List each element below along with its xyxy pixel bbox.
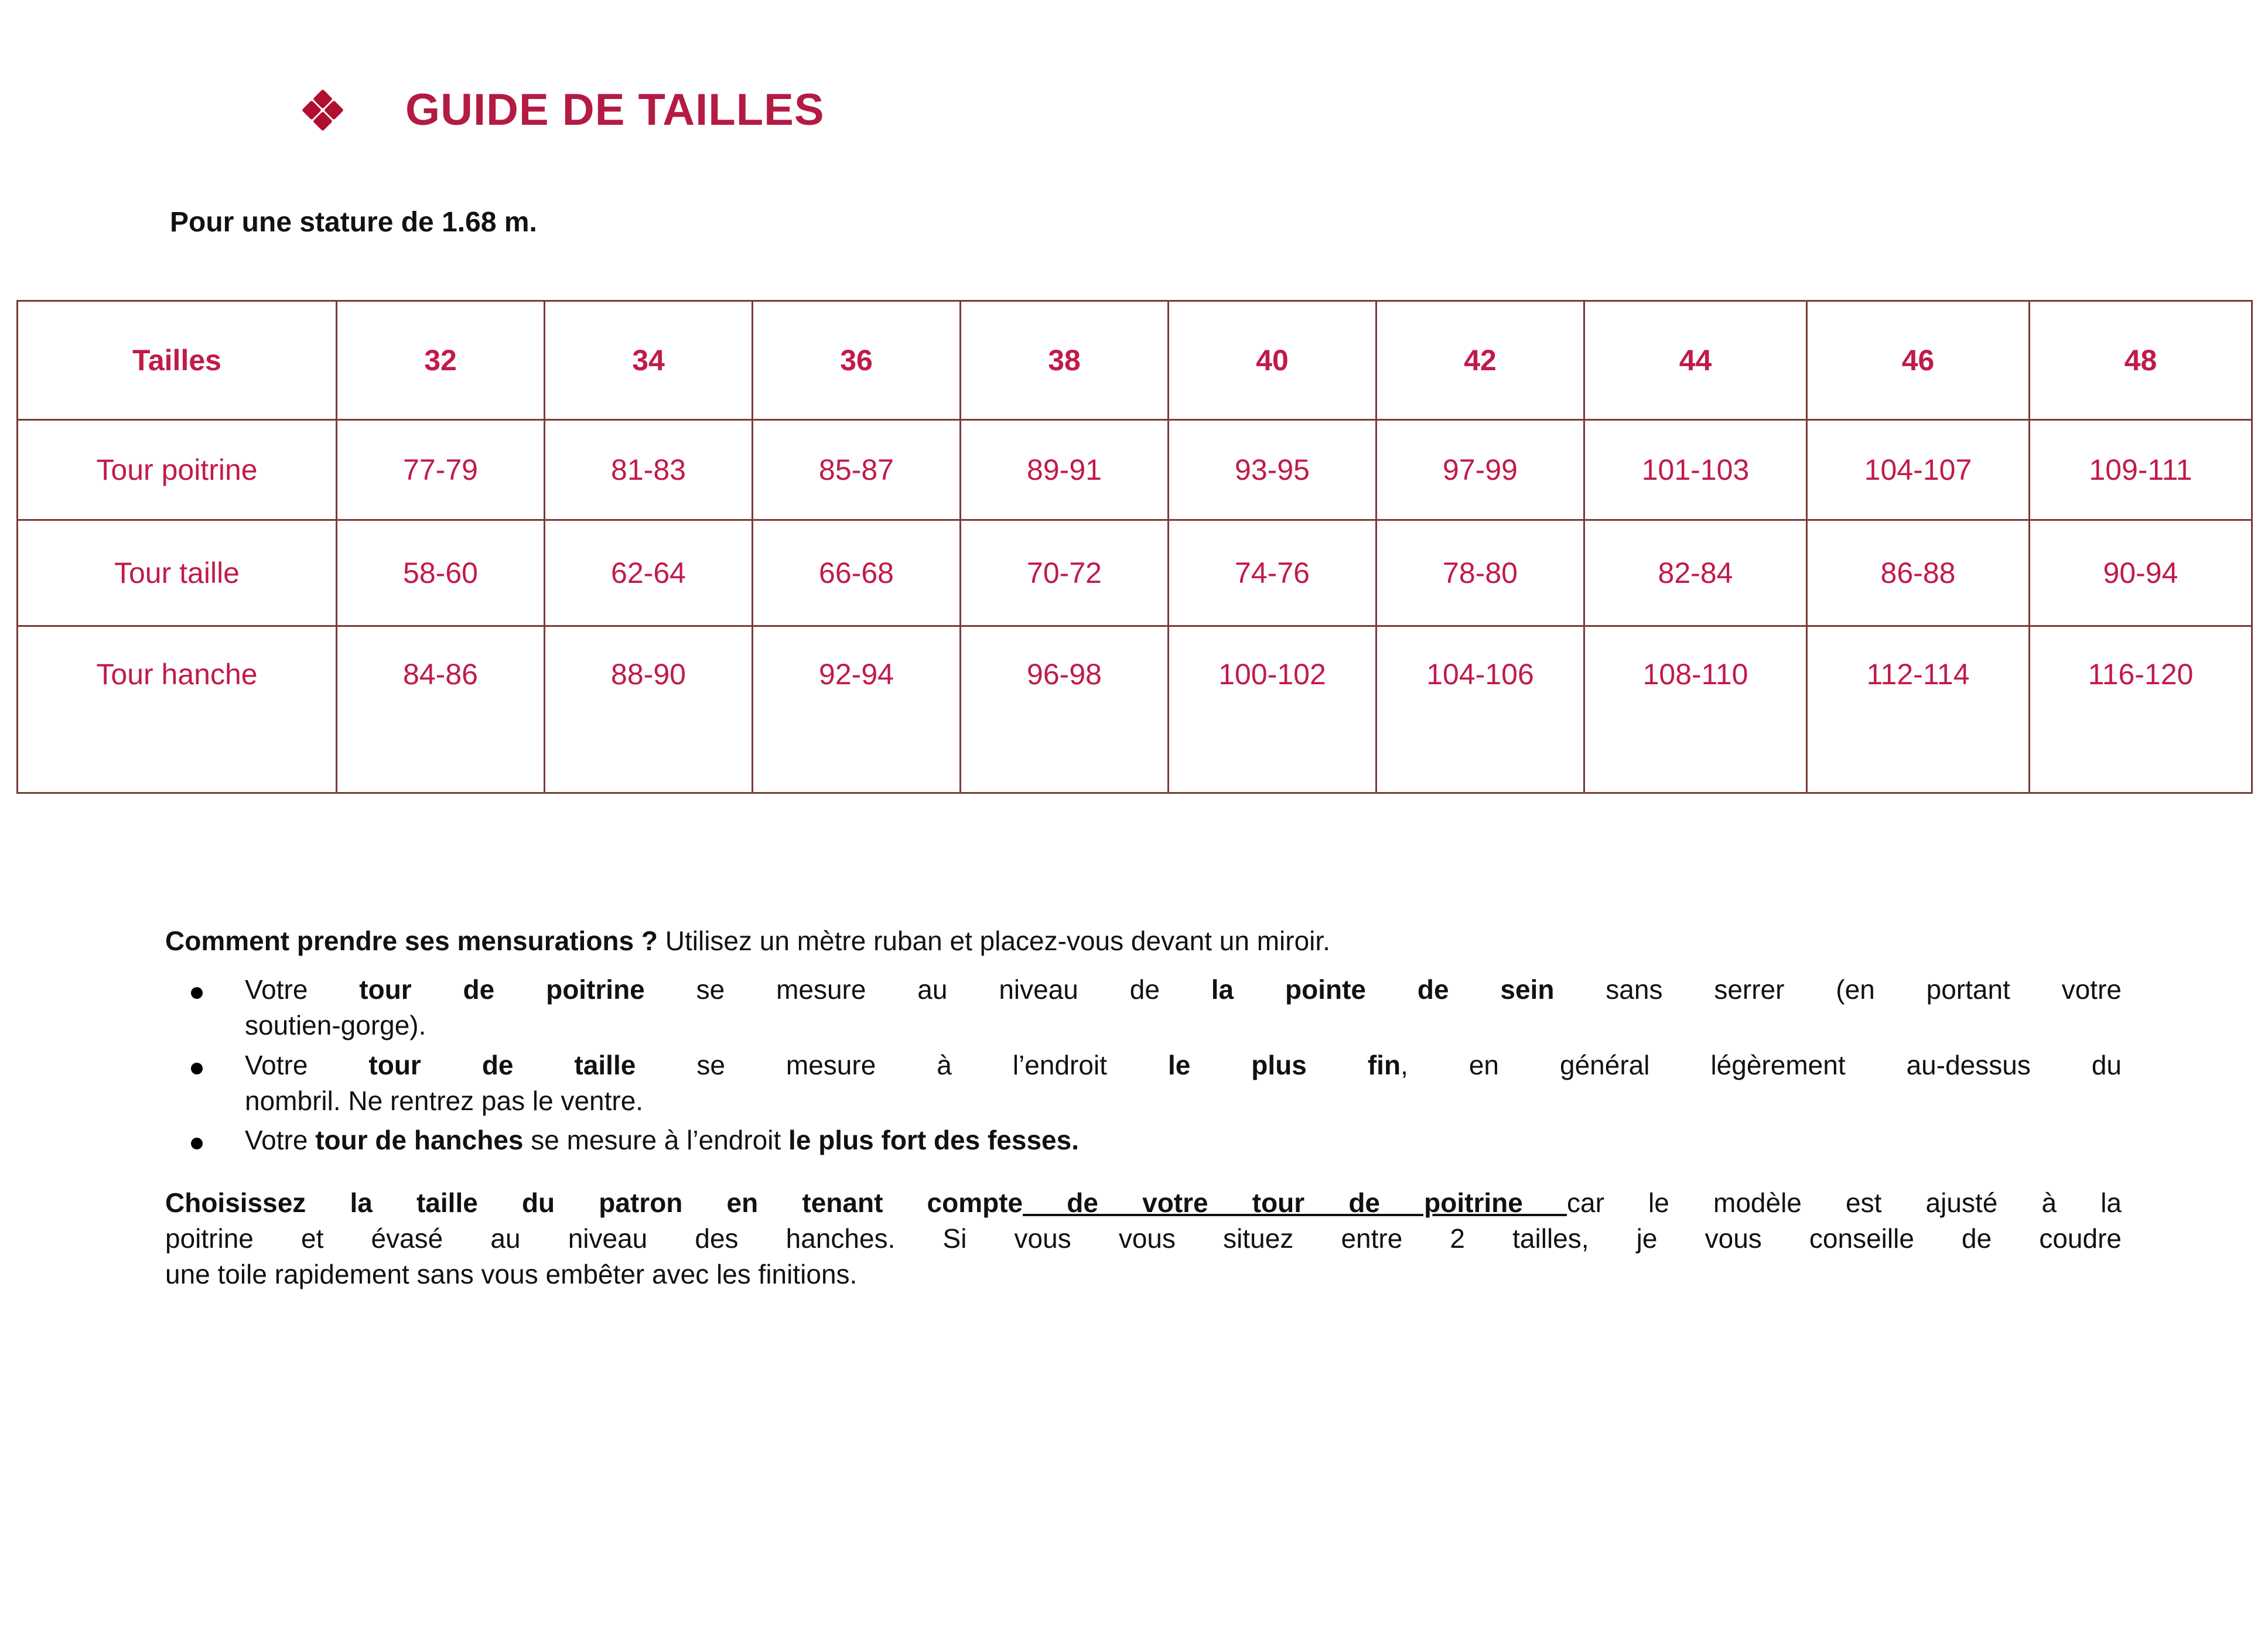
cell-taille-38: 70-72 <box>961 520 1169 626</box>
cell-taille-36: 66-68 <box>753 520 961 626</box>
closing-paragraph <box>165 1185 2122 1293</box>
bullet-2-seg-2: se mesure à l’endroit <box>636 1049 1168 1080</box>
bullet-2-line-1 <box>245 1047 2122 1083</box>
cell-poitrine-42: 97-99 <box>1376 420 1584 520</box>
bullet-dot-icon <box>191 1063 203 1074</box>
bullet-3-bold-2: le plus fort des fesses. <box>788 1124 1080 1155</box>
cell-poitrine-38: 89-91 <box>961 420 1169 520</box>
stature-subtitle: Pour une stature de 1.68 m. <box>170 207 537 238</box>
closing-line-3: une toile rapidement sans vous embêter avec les finitions. <box>165 1259 858 1290</box>
bullet-3-seg-1: Votre <box>245 1124 316 1155</box>
cell-taille-40: 74-76 <box>1169 520 1376 626</box>
bullet-1-bold-1: tour de poitrine <box>359 974 645 1005</box>
cell-taille-32: 58-60 <box>337 520 545 626</box>
table-row <box>18 420 2252 520</box>
closing-line-1-rest: car le modèle est ajusté à la <box>1567 1187 2122 1219</box>
table-header-size-40: 40 <box>1169 301 1376 420</box>
cell-hanche-38: 96-98 <box>961 626 1169 793</box>
bullet-3-line-1 <box>245 1122 2122 1158</box>
bullet-1-seg-2: se mesure au niveau de <box>644 974 1211 1005</box>
bullet-3-bold-1: tour de hanches <box>315 1124 524 1155</box>
table-header-size-38: 38 <box>961 301 1169 420</box>
cell-poitrine-48: 109-111 <box>2030 420 2252 520</box>
closing-line-2: poitrine et évasé au niveau des hanches. Si vous vous situez entre 2 tailles, je vous conseille de coudre <box>165 1223 2122 1254</box>
page-title-text: GUIDE DE TAILLES <box>405 85 825 135</box>
cell-hanche-34: 88-90 <box>545 626 753 793</box>
intro-paragraph <box>165 923 2122 959</box>
bullet-1-seg-1: Votre <box>245 974 360 1005</box>
bullet-3-seg-2: se mesure à l’endroit <box>523 1124 789 1155</box>
cell-hanche-44: 108-110 <box>1584 626 1807 793</box>
cell-taille-34: 62-64 <box>545 520 753 626</box>
cell-poitrine-34: 81-83 <box>545 420 753 520</box>
cell-hanche-42: 104-106 <box>1376 626 1584 793</box>
cell-poitrine-32: 77-79 <box>337 420 545 520</box>
table-header-size-46: 46 <box>1807 301 2030 420</box>
bullet-1-line-1 <box>245 972 2122 1008</box>
cell-taille-44: 82-84 <box>1584 520 1807 626</box>
list-item <box>165 972 2122 1043</box>
cell-hanche-46: 112-114 <box>1807 626 2030 793</box>
table-header-size-42: 42 <box>1376 301 1584 420</box>
bullet-1-line-2: soutien-gorge). <box>245 1010 426 1041</box>
table-header-row <box>18 301 2252 420</box>
bullet-2-bold-1: tour de taille <box>368 1049 636 1080</box>
cell-taille-46: 86-88 <box>1807 520 2030 626</box>
cell-hanche-36: 92-94 <box>753 626 961 793</box>
cell-hanche-48: 116-120 <box>2030 626 2252 793</box>
row-label-tour-taille: Tour taille <box>18 520 337 626</box>
cell-poitrine-36: 85-87 <box>753 420 961 520</box>
size-measurements-table <box>16 300 2253 794</box>
closing-line-1 <box>165 1185 2122 1221</box>
cell-taille-48: 90-94 <box>2030 520 2252 626</box>
cell-hanche-40: 100-102 <box>1169 626 1376 793</box>
bullet-1-seg-3: sans serrer (en portant votre <box>1554 974 2122 1005</box>
cell-poitrine-40: 93-95 <box>1169 420 1376 520</box>
list-item <box>165 1122 2122 1158</box>
closing-bold-lead: Choisissez la taille du patron en tenant compte <box>165 1187 1023 1219</box>
bullet-2-line-2: nombril. Ne rentrez pas le ventre. <box>245 1085 644 1116</box>
table-row <box>18 626 2252 793</box>
bullet-1-bold-2: la pointe de sein <box>1211 974 1555 1005</box>
page-title <box>305 85 825 135</box>
four-diamond-bullet-icon <box>305 92 341 128</box>
measurement-bullet-list <box>165 972 2122 1158</box>
table-header-size-44: 44 <box>1584 301 1807 420</box>
cell-poitrine-46: 104-107 <box>1807 420 2030 520</box>
cell-hanche-32: 84-86 <box>337 626 545 793</box>
bullet-dot-icon <box>191 1138 203 1149</box>
table-header-size-48: 48 <box>2030 301 2252 420</box>
closing-underlined: de votre tour de poitrine <box>1023 1187 1567 1219</box>
bullet-2-seg-3: , en général légèrement au-dessus du <box>1401 1049 2122 1080</box>
cell-poitrine-44: 101-103 <box>1584 420 1807 520</box>
intro-answer: Utilisez un mètre ruban et placez-vous devant un miroir. <box>657 926 1330 956</box>
cell-taille-42: 78-80 <box>1376 520 1584 626</box>
table-header-size-36: 36 <box>753 301 961 420</box>
bullet-2-seg-1: Votre <box>245 1049 369 1080</box>
table-row <box>18 520 2252 626</box>
table-header-size-34: 34 <box>545 301 753 420</box>
row-label-tour-hanche: Tour hanche <box>18 626 337 793</box>
table-header-label: Tailles <box>18 301 337 420</box>
bullet-2-bold-2: le plus fin <box>1167 1049 1401 1080</box>
table-header-size-32: 32 <box>337 301 545 420</box>
intro-question: Comment prendre ses mensurations ? <box>165 926 658 956</box>
instructions-block <box>165 923 2122 1293</box>
bullet-dot-icon <box>191 987 203 999</box>
row-label-tour-poitrine: Tour poitrine <box>18 420 337 520</box>
list-item <box>165 1047 2122 1119</box>
